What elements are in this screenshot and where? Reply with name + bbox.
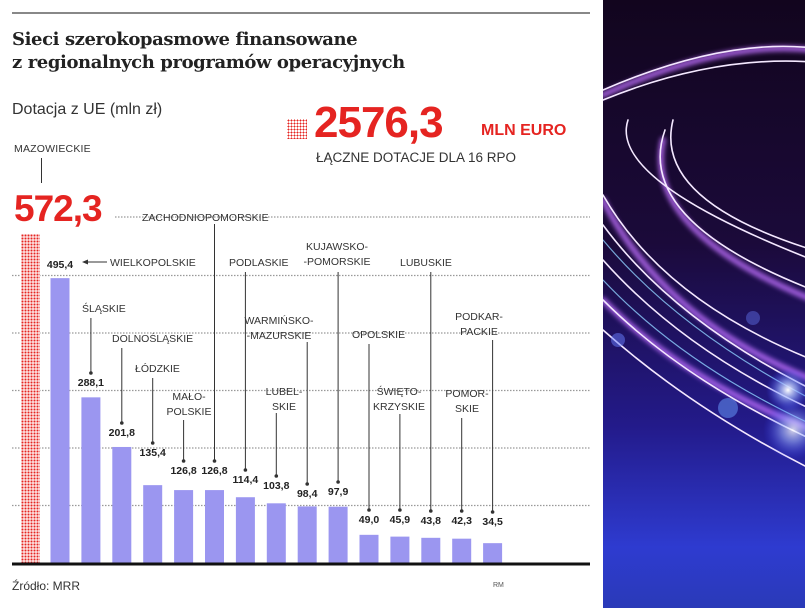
bar — [390, 537, 409, 563]
value-label: 42,3 — [451, 515, 472, 527]
leader-dot — [367, 508, 371, 512]
category-label: PODKAR- — [455, 311, 503, 323]
bar — [483, 543, 502, 563]
title-line-2: z regionalnych programów operacyjnych — [12, 52, 405, 73]
value-label: 34,5 — [482, 516, 503, 528]
leader-dot — [491, 510, 495, 514]
category-label: WARMIŃSKO- — [244, 315, 314, 327]
leader-dot — [89, 371, 93, 375]
value-label: 45,9 — [389, 514, 411, 526]
title-line-1: Sieci szerokopasmowe finansowane — [12, 29, 358, 50]
value-label: 288,1 — [77, 377, 105, 389]
leader-dot — [429, 509, 433, 513]
value-label: 126,8 — [201, 465, 228, 477]
value-label: 495,4 — [46, 259, 74, 271]
bar — [143, 485, 162, 563]
category-label: ŚWIĘTO- — [376, 386, 422, 398]
category-label: MAŁO- — [172, 391, 206, 403]
value-label: 49,0 — [358, 514, 380, 526]
leader-dot — [182, 459, 186, 463]
category-label: ŚLĄSKIE — [82, 303, 126, 315]
total-caption: ŁĄCZNE DOTACJE DLA 16 RPO — [316, 150, 517, 165]
category-label: WIELKOPOLSKIE — [110, 257, 196, 269]
leader-dot — [213, 459, 217, 463]
value-label: 103,8 — [263, 480, 290, 492]
value-label: 114,4 — [232, 474, 259, 486]
category-label: -MAZURSKIE — [246, 330, 312, 342]
leader-dot — [120, 421, 124, 425]
author-initials: RM — [493, 582, 504, 589]
value-label: 43,8 — [420, 515, 442, 527]
category-label: LUBUSKIE — [400, 257, 452, 269]
value-label: 201,8 — [108, 427, 135, 439]
category-label: PACKIE — [460, 326, 498, 338]
arrow-head-icon — [82, 260, 88, 265]
category-label: ŁÓDZKIE — [135, 363, 180, 375]
bar — [51, 278, 70, 563]
category-label: POMOR- — [445, 388, 489, 400]
value-label: 126,8 — [170, 465, 197, 477]
bar — [112, 447, 131, 563]
bar — [298, 506, 317, 563]
leader-dot — [151, 441, 155, 445]
category-label: DOLNOŚLĄSKIE — [112, 333, 194, 345]
fiber-optic-light-photo — [603, 0, 805, 608]
source-note: Źródło: MRR — [12, 579, 81, 593]
leader-dot — [460, 509, 464, 513]
bar — [81, 397, 100, 563]
category-label: -POMORSKIE — [303, 256, 371, 268]
bar — [267, 503, 286, 563]
chart-subtitle: Dotacja z UE (mln zł) — [12, 101, 163, 118]
value-label: 97,9 — [327, 486, 349, 498]
leader-dot — [244, 468, 248, 472]
category-label: ZACHODNIOPOMORSKIE — [142, 212, 269, 224]
category-label: PODLASKIE — [229, 257, 289, 269]
category-label: POLSKIE — [166, 406, 212, 418]
bar — [360, 535, 379, 563]
category-label: SKIE — [455, 403, 479, 415]
category-label: LUBEL- — [265, 386, 303, 398]
value-label: 135,4 — [139, 447, 166, 459]
leader-dot — [398, 508, 402, 512]
total-unit: MLN EURO — [481, 122, 567, 139]
bar — [205, 490, 224, 563]
bar — [174, 490, 193, 563]
bar — [421, 538, 440, 563]
bar-mazowieckie — [21, 234, 40, 563]
value-label: 98,4 — [296, 488, 318, 500]
highlight-value: 572,3 — [14, 188, 102, 229]
category-label: KRZYSKIE — [373, 401, 425, 413]
leader-dot — [275, 474, 279, 478]
category-label: KUJAWSKO- — [305, 241, 369, 253]
leader-dot — [336, 480, 340, 484]
category-label: SKIE — [272, 401, 296, 413]
highlight-region-name: MAZOWIECKIE — [14, 143, 91, 155]
bar — [452, 539, 471, 563]
category-label: OPOLSKIE — [352, 329, 406, 341]
total-value: 2576,3 — [314, 98, 443, 147]
bar — [329, 507, 348, 563]
leader-dot — [305, 482, 309, 486]
bar — [236, 497, 255, 563]
